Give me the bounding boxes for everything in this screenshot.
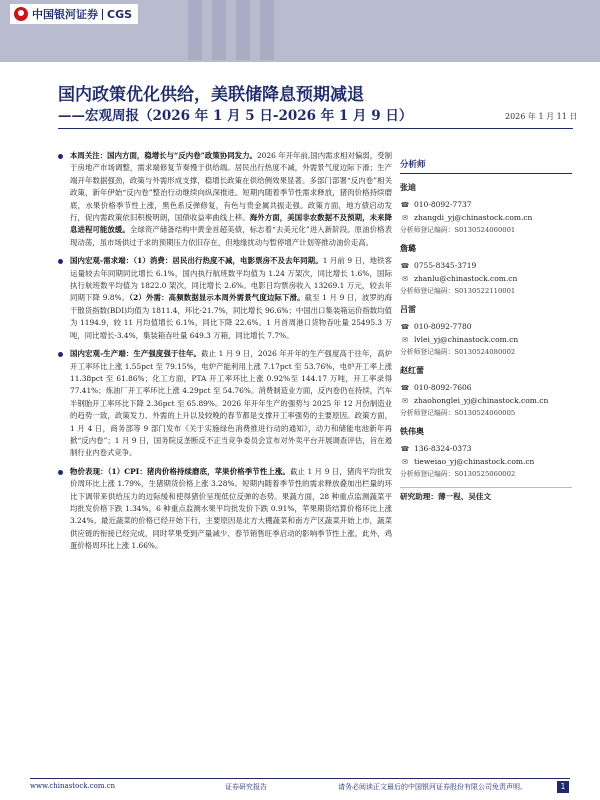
paragraph-text: 截止 1 月 9 日，猪肉平均批发价周环比上涨 1.79%，生猪期货价格上涨 3.28%。短期内随着季节性的需求释放叠加出栏量的环比下调带来供给压力的边际缓和使得猪价呈现低位反弹的态势。果蔬方面，28 种重点监测蔬菜平均批发价格下跌 1.34%，6 种重点监测水果平均批发价下跌 0.91%，苹果期货结算价格环比上涨 3.24%。最近蔬菜的价格已经开始下行，主要原因是北方大棚蔬菜和南方产区蔬菜开始上市，蔬菜供应链的衔接已经完成，同时苹果受到产量减少、春节销售旺季启动的影响季节性上涨。此外，鸡蛋价格周环比上涨 1.66%。 [70, 466, 392, 551]
analyst-name: 张迪 [400, 182, 416, 192]
mail-icon: ✉ [402, 335, 408, 344]
analyst-email[interactable] [400, 272, 572, 285]
logo-divider [102, 9, 103, 20]
summary-paragraph [58, 255, 392, 342]
paragraph-text: 2026 年开年前,国内需求相对偏弱，受制于房地产市场调整，需求端修复节奏慢于供给端。居民出行热度不减，外需景气度边际下滑；生产端开年数据强劲，政策与外需形成支撑，稳增长政策在供给侧效果显著。多部门部署“反内卷”相关政策，新年伊始“反内卷”整治行动继续向纵深推进。短期内随着季节性需求释放，猪肉价格持续磨底，水果价格季节性上涨，黑色系反弹修复，有色与贵金属共振走强。政策方面，地方债启动发行，促内需政策依旧积极明朗，国债收益率曲线上移。 [70, 151, 392, 223]
bullet-icon [58, 259, 63, 264]
analyst-name: 铁伟奥 [400, 426, 424, 436]
header-decor [212, 0, 226, 60]
analyst-reg: 分析师登记编码：S0130522110001 [400, 287, 516, 295]
analyst-card [400, 365, 572, 419]
bullet-icon [58, 470, 63, 475]
analyst-card [400, 426, 572, 480]
analyst-card [400, 182, 572, 236]
footer-divider [30, 778, 570, 779]
footer-site-link[interactable]: www.chinastock.com.cn [30, 782, 116, 790]
header-decor [236, 0, 250, 60]
mail-icon: ✉ [402, 274, 408, 283]
logo-mark-icon [14, 7, 28, 21]
mail-icon: ✉ [402, 213, 408, 222]
analyst-reg: 分析师登记编码：S0130524060005 [400, 409, 516, 417]
phone-icon: ☎ [400, 200, 410, 209]
header-band [0, 0, 600, 62]
analyst-phone [400, 381, 572, 394]
phone-text: 010-8092-7737 [414, 200, 472, 209]
paragraph-text-2: 全球资产储备结构中黄金首超美债，标志着“去美元化”进入新阶段。原油价格表现动荡，虽市场供过于求的预期压力依旧存在，但地缘扰动与暂停增产计划等推动油价走高。 [70, 225, 392, 247]
email-link[interactable]: zhaohonglei_yj@chinastock.com.cn [414, 396, 549, 405]
report-subtitle: ——宏观周报（2026 年 1 月 5 日-2026 年 1 月 9 日） [58, 108, 413, 124]
bullet-icon [58, 154, 63, 159]
analyst-email[interactable] [400, 455, 572, 468]
phone-icon: ☎ [400, 261, 410, 270]
summary-column [58, 150, 392, 559]
brand-logo [10, 4, 138, 24]
footer-label: 证券研究报告 [225, 783, 267, 791]
phone-text: 0755-8345-3719 [414, 261, 477, 270]
footer-disclaimer: 请务必阅读正文最后的中国银河证券股份有限公司免责声明。 [338, 783, 527, 791]
analyst-reg: 分析师登记编码：S0130525060002 [400, 470, 516, 478]
sidebar-title: 分析师 [400, 158, 572, 174]
analyst-name: 詹璐 [400, 243, 416, 253]
analyst-email[interactable] [400, 394, 572, 407]
report-title: 国内政策优化供给，美联储降息预期减退 [58, 85, 364, 105]
bullet-icon [58, 352, 63, 357]
analyst-phone [400, 320, 572, 333]
mail-icon: ✉ [402, 457, 408, 466]
header-decor [260, 0, 274, 60]
summary-paragraph [58, 466, 392, 553]
header-decor [188, 0, 202, 60]
phone-icon: ☎ [400, 444, 410, 453]
analyst-email[interactable] [400, 333, 572, 346]
analyst-sidebar [400, 158, 572, 502]
phone-text: 136-8324-0373 [414, 444, 472, 453]
phone-icon: ☎ [400, 322, 410, 331]
phone-text: 010-8092-7780 [414, 322, 472, 331]
email-link[interactable]: zhanlu@chinastock.com.cn [414, 274, 518, 283]
logo-en: CGS [107, 7, 133, 21]
paragraph-text: 1 月前 9 日，地铁客运量较去年同期同比增长 6.1%，国内执行航班数平均值为 1.24 万架次，同比增长 1.6%，国际执行航班数平均值为 1822.0 架次，同比增长 2.6%。电影日均票房收入 13269.1 万元，较去年同期下降 9.8%。 [70, 256, 393, 303]
research-assistants: 研究助理：薄一程、吴佳文 [400, 487, 572, 502]
paragraph-lead-2: （2）外需：高频数据显示本周外需景气度边际下滑。 [129, 293, 305, 303]
paragraph-lead: 物价表现：（1）CPI：猪肉价格持续磨底，苹果价格季节性上涨。 [70, 466, 290, 476]
paragraph-lead: 国内宏观-需求端：（1）消费：居民出行热度不减，电影票房不及去年同期。 [70, 256, 323, 266]
paragraph-lead: 国内宏观-生产端：生产强度强于往年。 [70, 349, 202, 359]
paragraph-lead-2: 海外方面，美国非农数据不及预期，未来降息进程可能放缓。 [70, 213, 392, 235]
analyst-name: 吕雷 [400, 304, 416, 314]
paragraph-lead: 本周关注：国内方面，稳增长与“反内卷”政策协同发力。 [70, 151, 257, 160]
email-link[interactable]: lvlei_yj@chinastock.com.cn [414, 335, 519, 344]
email-link[interactable]: zhangdi_yj@chinastock.com.cn [414, 213, 533, 222]
paragraph-text: 截止 1 月 9 日，2026 年开年的生产强度高于往年，高炉开工率环比上涨 1.55pct 至 79.15%，电炉产能利用上涨 7.17pct 至 53.76%，电炉开工率上涨 11.38pct 至 61.86%；化工方面，PTA 开工率环比上涨 0.92%至 144.17 万吨，开工率录得 77.41%；炼油厂开工率环比上涨 4.29pct 至 54.76%。消费制造业方面，反内卷仍在持续，汽车半钢胎开工率环比下降 2.36pct 至 65.89%。2026 年开年生产的强势与 2025 年 12 月份制造业的趋势一致，政策发力、外需的上升以及较晚的春节都是支撑开工率强势的主要原因。政策方面，1 月 4 日，商务部等 9 部门发布《关于实施绿色消费推进行动的通知》，动力和储能电池新年再掀“反内卷”；1 月 9 日，国务院反垄断反不正当竞争委员会宣布对外卖平台开展调查评估，旨在遏制行业内卷式竞争。 [70, 349, 392, 458]
email-link[interactable]: tieweiao_yj@chinastock.com.cn [414, 457, 535, 466]
phone-text: 010-8092-7606 [414, 383, 472, 392]
paragraph-text-2: 截至 1 月 9 日，波罗的海干散货指数(BDI)均值为 1811.4，环比-21.7%，同比增长 96.6%；中国出口集装箱运价指数均值为 1194.9，较 11 月均值增长 6.1%，同比下降 22.6%。1 月首周港口货物吞吐量 25495.3 万吨，同比增长-3.4%，集装箱吞吐量 649.3 万箱，同比增长 7.7%。 [70, 293, 392, 340]
analyst-card [400, 243, 572, 297]
analyst-reg: 分析师登记编码：S0130524080002 [400, 348, 516, 356]
title-divider [58, 128, 573, 129]
report-date: 2026 年 1 月 11 日 [505, 112, 578, 121]
analyst-phone [400, 259, 572, 272]
analyst-reg: 分析师登记编码：S0130524060001 [400, 226, 516, 234]
analyst-phone [400, 198, 572, 211]
mail-icon: ✉ [402, 396, 408, 405]
logo-cn: 中国银河证券 [32, 8, 98, 21]
analyst-email[interactable] [400, 211, 572, 224]
phone-icon: ☎ [400, 383, 410, 392]
summary-paragraph [58, 150, 392, 249]
summary-paragraph [58, 348, 392, 460]
analyst-phone [400, 442, 572, 455]
analyst-name: 赵红蕾 [400, 365, 424, 375]
page-number: 1 [557, 781, 569, 793]
analyst-card [400, 304, 572, 358]
